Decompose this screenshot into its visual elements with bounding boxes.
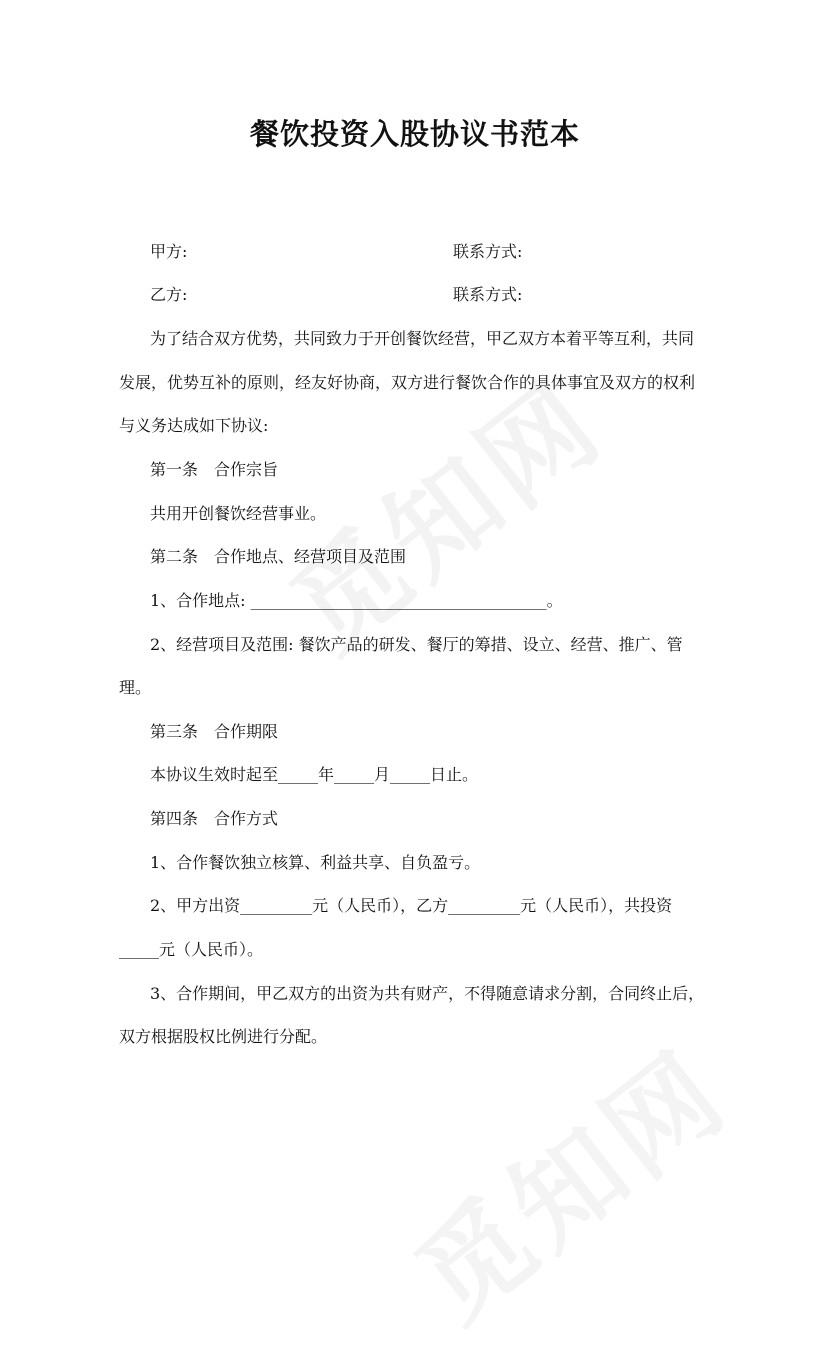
article-3-text: 本协议生效时起至_____年_____月_____日止。 <box>150 765 479 784</box>
party-b-label: 乙方: <box>150 285 188 304</box>
article-4-item-3-line-2: 双方根据股权比例进行分配。 <box>119 1027 328 1046</box>
article-4-item-1: 1、合作餐饮独立核算、利益共享、自负盈亏。 <box>150 853 481 872</box>
article-2-item-1: 1、合作地点: _____________________________________。 <box>150 591 563 610</box>
article-4-heading: 第四条 合作方式 <box>150 809 279 828</box>
intro-line-1: 为了结合双方优势，共同致力于开创餐饮经营，甲乙双方本着平等互利，共同 <box>150 329 695 348</box>
intro-line-2: 发展，优势互补的原则，经友好协商，双方进行餐饮合作的具体事宜及双方的权利 <box>119 373 696 392</box>
article-3-heading: 第三条 合作期限 <box>150 722 279 741</box>
article-4-item-2-line-1: 2、甲方出资_________元（人民币），乙方_________元（人民币），共投资 <box>150 896 673 915</box>
article-1-text: 共用开创餐饮经营事业。 <box>150 504 327 523</box>
article-4-item-3-line-1: 3、合作期间，甲乙双方的出资为共有财产，不得随意请求分割，合同终止后， <box>150 984 705 1003</box>
article-2-item-2-line-2: 理。 <box>119 678 152 697</box>
intro-line-3: 与义务达成如下协议: <box>119 416 269 435</box>
document-title: 餐饮投资入股协议书范本 <box>249 117 580 151</box>
watermark-bottom <box>379 1008 755 1350</box>
party-a-contact: 联系方式: <box>453 242 523 261</box>
article-4-item-2-line-2: _____元（人民币）。 <box>119 940 264 959</box>
article-2-item-2-line-1: 2、经营项目及范围: 餐饮产品的研发、餐厅的筹措、设立、经营、推广、管 <box>150 635 683 654</box>
article-2-heading: 第二条 合作地点、经营项目及范围 <box>150 547 407 566</box>
party-a-label: 甲方: <box>150 242 188 261</box>
party-b-contact: 联系方式: <box>453 285 523 304</box>
article-1-heading: 第一条 合作宗旨 <box>150 460 279 479</box>
